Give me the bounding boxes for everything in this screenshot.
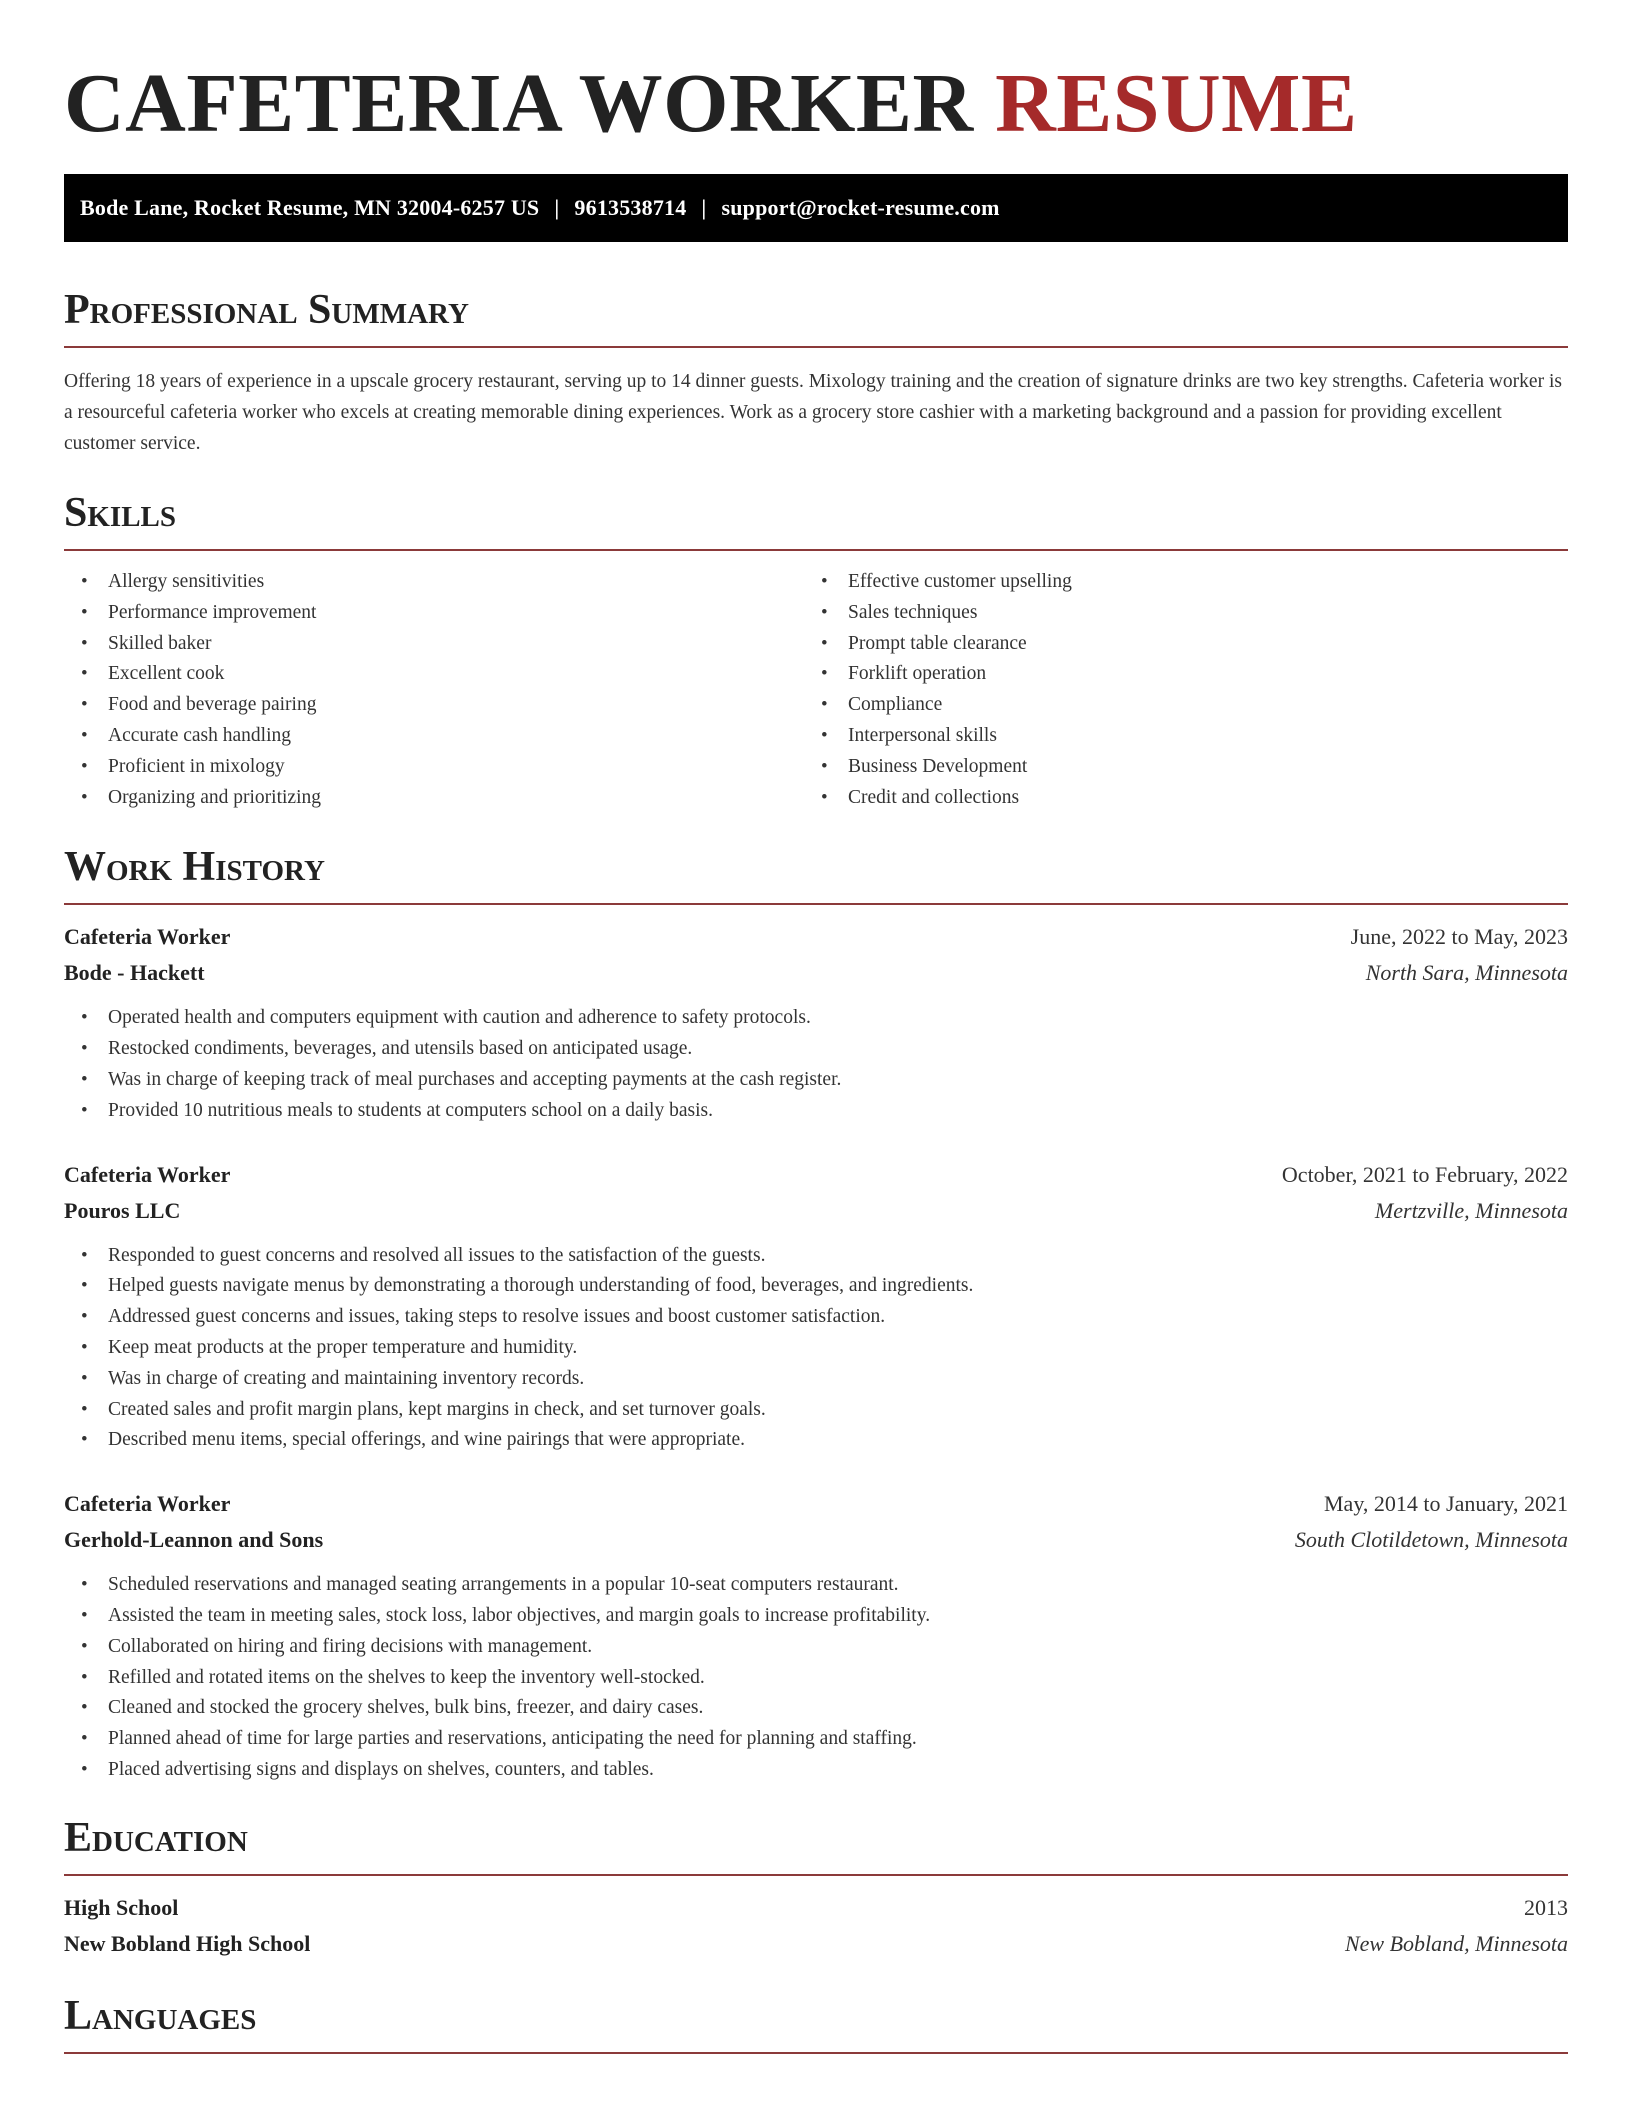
job-company: Pouros LLC xyxy=(64,1197,181,1223)
skill-item: • Business Development xyxy=(804,752,1544,783)
skill-item: • Organizing and prioritizing xyxy=(64,783,804,814)
job-duty: • Provided 10 nutritious meals to students at computers school on a daily basis. xyxy=(64,1096,1568,1127)
contact-separator: | xyxy=(554,195,560,220)
summary-heading: Professional Summary xyxy=(64,287,469,333)
job-dates: May, 2014 to January, 2021 xyxy=(1324,1491,1568,1517)
contact-bar xyxy=(64,174,1568,242)
job-duty: • Scheduled reservations and managed seating arrangements in a popular 10-seat computers restaurant. xyxy=(64,1570,1568,1601)
job-title-row xyxy=(64,1486,1568,1522)
work-history-heading: Work History xyxy=(64,844,325,891)
skill-item: • Proficient in mixology xyxy=(64,752,804,783)
education-heading: Education xyxy=(64,1814,248,1861)
education-school: New Bobland High School xyxy=(64,1930,311,1956)
section-divider xyxy=(64,2052,1568,2054)
section-divider xyxy=(64,903,1568,905)
section-divider xyxy=(64,346,1568,348)
section-divider xyxy=(64,549,1568,551)
skill-item: • Skilled baker xyxy=(64,629,804,660)
skill-item: • Sales techniques xyxy=(804,598,1544,629)
skills-section xyxy=(64,489,1568,813)
skills-list-left xyxy=(64,567,804,813)
job-duty: • Assisted the team in meeting sales, stock loss, labor objectives, and margin goals to increase profitability. xyxy=(64,1601,1568,1632)
work-history-section xyxy=(64,843,1568,1785)
skill-item: • Accurate cash handling xyxy=(64,721,804,752)
skill-item: • Allergy sensitivities xyxy=(64,567,804,598)
job-entry xyxy=(64,919,1568,1126)
summary-section xyxy=(64,286,1568,459)
skill-item: • Performance improvement xyxy=(64,598,804,629)
job-duty: • Created sales and profit margin plans, kept margins in check, and set turnover goals. xyxy=(64,1395,1568,1426)
job-entry xyxy=(64,1157,1568,1457)
education-section xyxy=(64,1814,1568,1962)
job-duty: • Placed advertising signs and displays on shelves, counters, and tables. xyxy=(64,1755,1568,1786)
job-duty: • Collaborated on hiring and firing decisions with management. xyxy=(64,1632,1568,1663)
job-company-row xyxy=(64,1193,1568,1229)
education-degree: High School xyxy=(64,1894,179,1920)
title-main: CAFETERIA WORKER xyxy=(64,57,974,150)
skill-item: • Interpersonal skills xyxy=(804,721,1544,752)
job-duty: • Responded to guest concerns and resolved all issues to the satisfaction of the guests. xyxy=(64,1241,1568,1272)
job-entry xyxy=(64,1486,1568,1786)
job-title: Cafeteria Worker xyxy=(64,1161,231,1187)
skill-item: • Food and beverage pairing xyxy=(64,690,804,721)
job-title: Cafeteria Worker xyxy=(64,924,231,950)
education-year: 2013 xyxy=(1524,1894,1568,1920)
job-duty: • Was in charge of creating and maintaining inventory records. xyxy=(64,1364,1568,1395)
education-degree-row xyxy=(64,1890,1568,1926)
job-title: Cafeteria Worker xyxy=(64,1491,231,1517)
job-title-row xyxy=(64,919,1568,955)
contact-email: support@rocket-resume.com xyxy=(721,195,1000,220)
job-company-row xyxy=(64,1522,1568,1558)
skill-item: • Credit and collections xyxy=(804,783,1544,814)
job-company-row xyxy=(64,955,1568,991)
job-dates: October, 2021 to February, 2022 xyxy=(1281,1161,1568,1187)
job-location: North Sara, Minnesota xyxy=(1365,960,1568,986)
job-duty: • Planned ahead of time for large parties and reservations, anticipating the need for planning and staffing. xyxy=(64,1724,1568,1755)
job-duty: • Restocked condiments, beverages, and utensils based on anticipated usage. xyxy=(64,1034,1568,1065)
job-title-row xyxy=(64,1157,1568,1193)
job-duties xyxy=(64,1003,1568,1126)
job-company: Gerhold-Leannon and Sons xyxy=(64,1527,324,1553)
job-duties xyxy=(64,1241,1568,1457)
job-duty: • Was in charge of keeping track of meal purchases and accepting payments at the cash register. xyxy=(64,1065,1568,1096)
resume-title xyxy=(64,0,1568,150)
job-duty: • Helped guests navigate menus by demonstrating a thorough understanding of food, beverages, and ingredients. xyxy=(64,1271,1568,1302)
job-duties xyxy=(64,1570,1568,1786)
skill-item: • Effective customer upselling xyxy=(804,567,1544,598)
job-duty: • Refilled and rotated items on the shelves to keep the inventory well-stocked. xyxy=(64,1663,1568,1694)
section-divider xyxy=(64,1874,1568,1876)
job-duty: • Cleaned and stocked the grocery shelves, bulk bins, freezer, and dairy cases. xyxy=(64,1693,1568,1724)
languages-heading: Languages xyxy=(64,1992,257,2039)
education-location: New Bobland, Minnesota xyxy=(1344,1930,1568,1956)
languages-section xyxy=(64,1992,1568,2054)
skill-item: • Prompt table clearance xyxy=(804,629,1544,660)
skills-columns xyxy=(64,567,1568,813)
job-duty: • Keep meat products at the proper temperature and humidity. xyxy=(64,1333,1568,1364)
title-accent: RESUME xyxy=(995,57,1358,150)
skills-heading: Skills xyxy=(64,490,177,536)
contact-address: Bode Lane, Rocket Resume, MN 32004-6257 US xyxy=(80,195,540,220)
skill-item: • Compliance xyxy=(804,690,1544,721)
job-location: Mertzville, Minnesota xyxy=(1374,1197,1568,1223)
job-company: Bode - Hackett xyxy=(64,960,205,986)
contact-phone: 9613538714 xyxy=(574,195,687,220)
job-duty: • Described menu items, special offerings, and wine pairings that were appropriate. xyxy=(64,1425,1568,1456)
contact-separator: | xyxy=(701,195,707,220)
job-duty: • Operated health and computers equipment with caution and adherence to safety protocols. xyxy=(64,1003,1568,1034)
education-entry xyxy=(64,1890,1568,1962)
skill-item: • Excellent cook xyxy=(64,659,804,690)
skills-list-right xyxy=(804,567,1544,813)
job-dates: June, 2022 to May, 2023 xyxy=(1350,924,1568,950)
education-school-row xyxy=(64,1926,1568,1962)
summary-text: Offering 18 years of experience in a upscale grocery restaurant, serving up to 14 dinner guests. Mixology training and the creation of signature drinks are two key strengths. Cafeteria worker is a resourceful cafeteria worker who excels at creating memorable dining experiences. Work as a grocery store cashier with a marketing background and a passion for providing excellent customer service. xyxy=(64,371,1562,454)
job-duty: • Addressed guest concerns and issues, taking steps to resolve issues and boost customer satisfaction. xyxy=(64,1302,1568,1333)
skill-item: • Forklift operation xyxy=(804,659,1544,690)
job-location: South Clotildetown, Minnesota xyxy=(1294,1527,1568,1553)
